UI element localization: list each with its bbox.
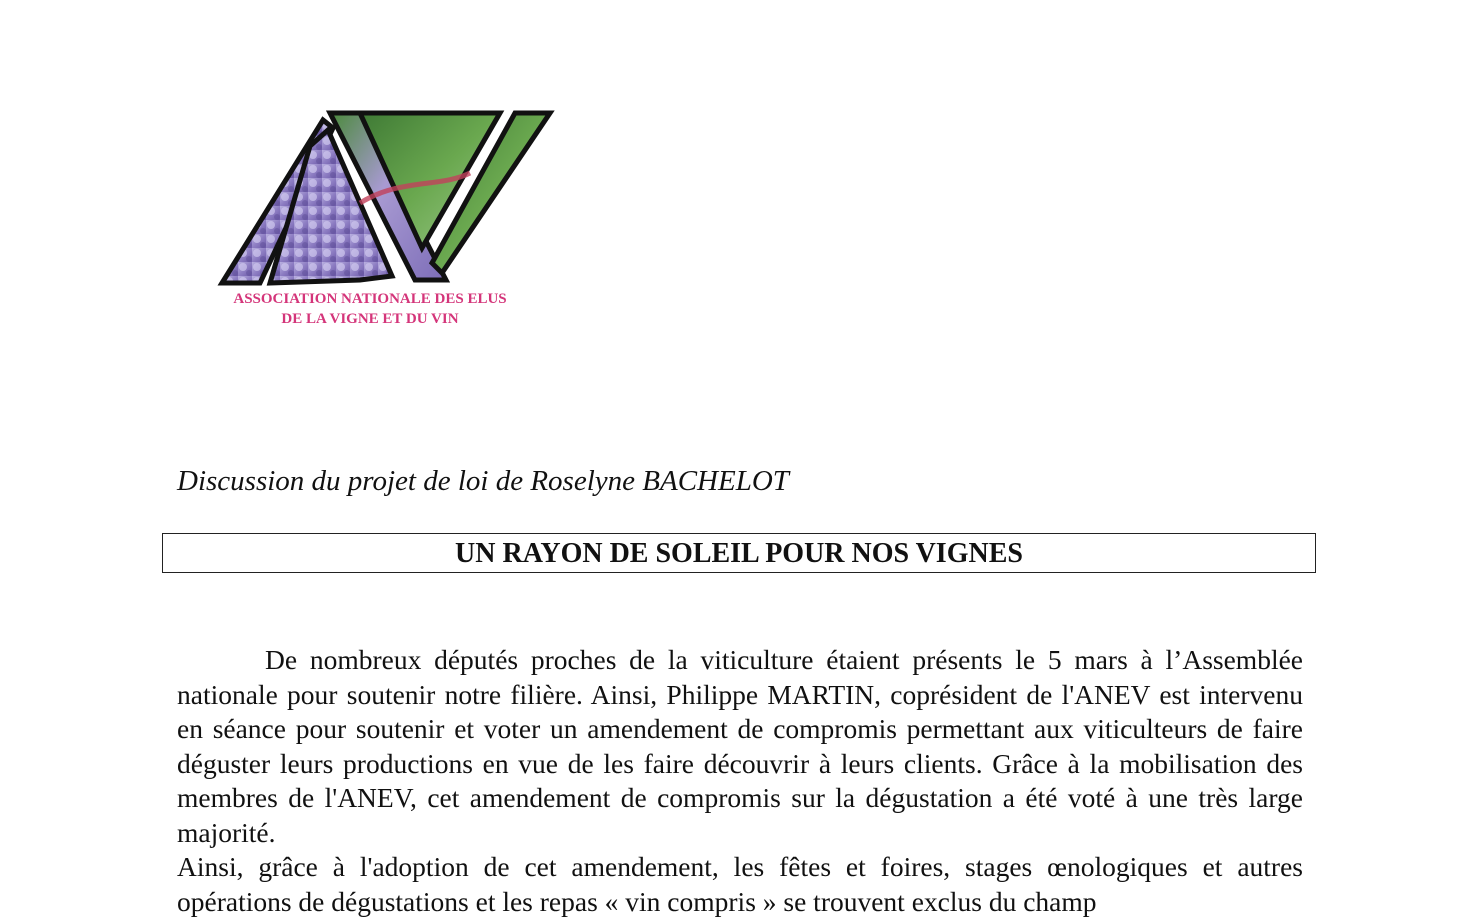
- headline: UN RAYON DE SOLEIL POUR NOS VIGNES: [455, 538, 1023, 569]
- paragraph-1: De nombreux députés proches de la viticulture étaient présents le 5 mars à l’Assemblée nationale pour soutenir notre filière. Ainsi, Philippe MARTIN, coprésident de l'ANEV est intervenu en séance pour soutenir et voter un amendement de compromis permettant aux viticulteurs de faire déguster leurs productions en vue de les faire découvrir à leurs clients. Grâce à la mobilisation des membres de l'ANEV, cet amendement de compromis sur la dégustation a été voté à une très large majorité.: [177, 644, 1303, 848]
- logo-caption-line-2: DE LA VIGNE ET DU VIN: [281, 311, 459, 327]
- anev-logo-icon: [210, 108, 570, 288]
- body-text: [177, 643, 1303, 919]
- logo-caption: [210, 289, 530, 329]
- paragraph-2: Ainsi, grâce à l'adoption de cet amendement, les fêtes et foires, stages œnologiques et autres opérations de dégustations et les repas « vin compris » se trouvent exclus du champ: [177, 851, 1303, 917]
- logo: [210, 108, 570, 338]
- headline-box: [162, 533, 1316, 573]
- logo-caption-line-1: ASSOCIATION NATIONALE DES ELUS: [233, 291, 507, 307]
- document-subtitle: Discussion du projet de loi de Roselyne BACHELOT: [177, 465, 789, 497]
